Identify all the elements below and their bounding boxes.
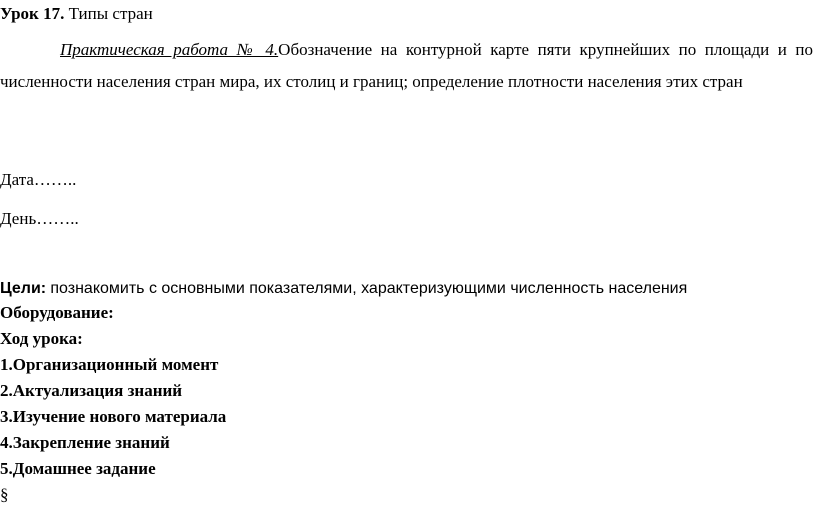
date-line: Дата……..	[0, 170, 77, 189]
lesson-topic: Типы стран	[68, 4, 153, 23]
practical-work-label: Практическая работа № 4.	[60, 40, 279, 59]
goals-label: Цели:	[0, 280, 47, 297]
lesson-number: Урок 17.	[0, 4, 65, 23]
step-4: 4.Закрепление знаний	[0, 433, 170, 452]
step-3: 3.Изучение нового материала	[0, 407, 227, 426]
section-mark: §	[0, 485, 9, 504]
step-5: 5.Домашнее задание	[0, 459, 156, 478]
practical-work-text: Обозначение на контурной карте пяти крупнейших по площади и по численности населения стран мира, их столиц и границ; определение плотности населения этих стран	[0, 40, 814, 91]
goals-line	[0, 278, 687, 299]
goals-text: познакомить с основными показателями, характеризующими численность населения	[50, 280, 688, 297]
lesson-heading	[0, 4, 153, 24]
practical-work-paragraph	[0, 34, 813, 98]
equipment-label: Оборудование:	[0, 303, 114, 322]
step-2: 2.Актуализация знаний	[0, 381, 183, 400]
step-1: 1.Организационный момент	[0, 355, 219, 374]
day-line: День……..	[0, 209, 79, 228]
progress-label: Ход урока:	[0, 329, 83, 348]
